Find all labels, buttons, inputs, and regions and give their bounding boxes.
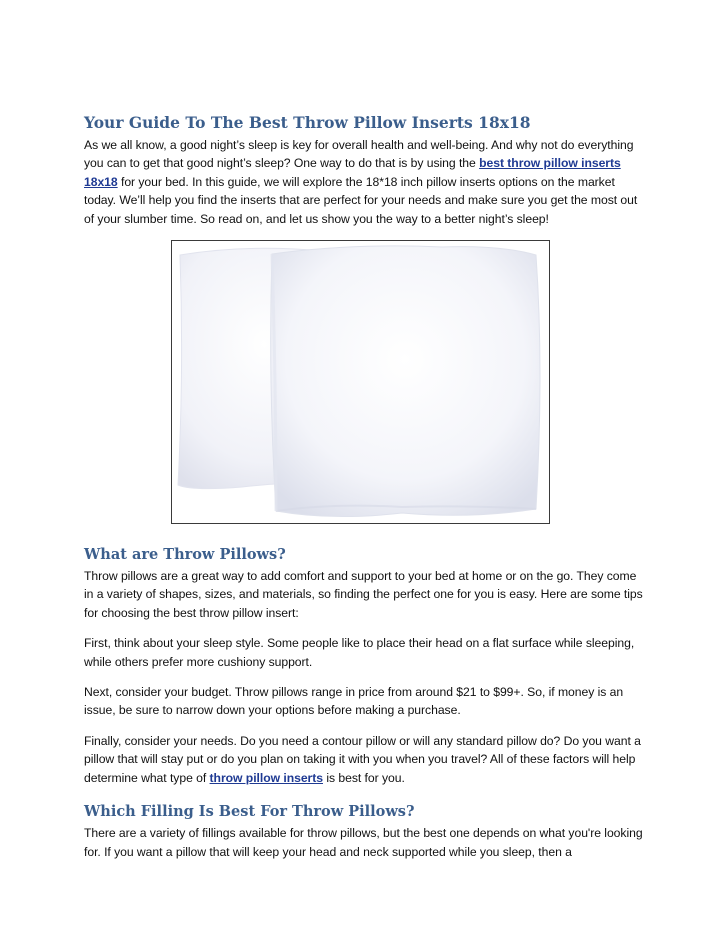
paragraph: Throw pillows are a great way to add comfort and support to your bed at home or on the go. They come in a variety of shapes, sizes, and materials, so finding the perfect one for you is easy. Here are some tips for choosing the best throw pillow insert: xyxy=(84,569,643,620)
front-pillow xyxy=(271,246,540,517)
best-throw-pillow-inserts-link[interactable]: best throw pillow inserts 18x18 xyxy=(84,156,621,189)
pillow-image xyxy=(171,240,550,524)
page-title: Your Guide To The Best Throw Pillow Inserts 18x18 xyxy=(84,113,531,132)
paragraph-text-end: is best for you. xyxy=(322,770,405,785)
article-body xyxy=(84,112,644,861)
intro-paragraph xyxy=(84,136,644,228)
paragraph: First, think about your sleep style. Some people like to place their head on a flat surface while sleeping, while others prefer more cushiony support. xyxy=(84,636,635,669)
section-heading-filling: Which Filling Is Best For Throw Pillows? xyxy=(84,803,415,821)
paragraph-text-start: Finally, consider your needs. Do you need a contour pillow or will any standard pillow do? Do you want a pillow that will stay put or do you plan on taking it with you when you travel? All of these factors will help determine what type of xyxy=(84,733,641,785)
throw-pillow-inserts-link[interactable]: throw pillow inserts xyxy=(209,770,323,785)
paragraph xyxy=(84,732,644,787)
intro-text-end: for your bed. In this guide, we will explore the 18*18 inch pillow inserts options on the market today. We’ll help you find the inserts that are perfect for your needs and make sure you get the most out of your slumber time. So read on, and let us show you the way to a better night’s sleep! xyxy=(84,174,638,226)
intro-text-start: As we all know, a good night’s sleep is key for overall health and well-being. And why not do everything you can to get that good night’s sleep? One way to do that is by using the xyxy=(84,138,634,171)
paragraph: Next, consider your budget. Throw pillows range in price from around $21 to $99+. So, if money is an issue, be sure to narrow down your options before making a purchase. xyxy=(84,685,624,718)
section-heading-throw-pillows: What are Throw Pillows? xyxy=(84,546,286,564)
paragraph: There are a variety of fillings available for throw pillows, but the best one depends on what you're looking for. If you want a pillow that will keep your head and neck supported while you sleep, then a xyxy=(84,826,643,859)
pillows-illustration xyxy=(172,241,549,523)
